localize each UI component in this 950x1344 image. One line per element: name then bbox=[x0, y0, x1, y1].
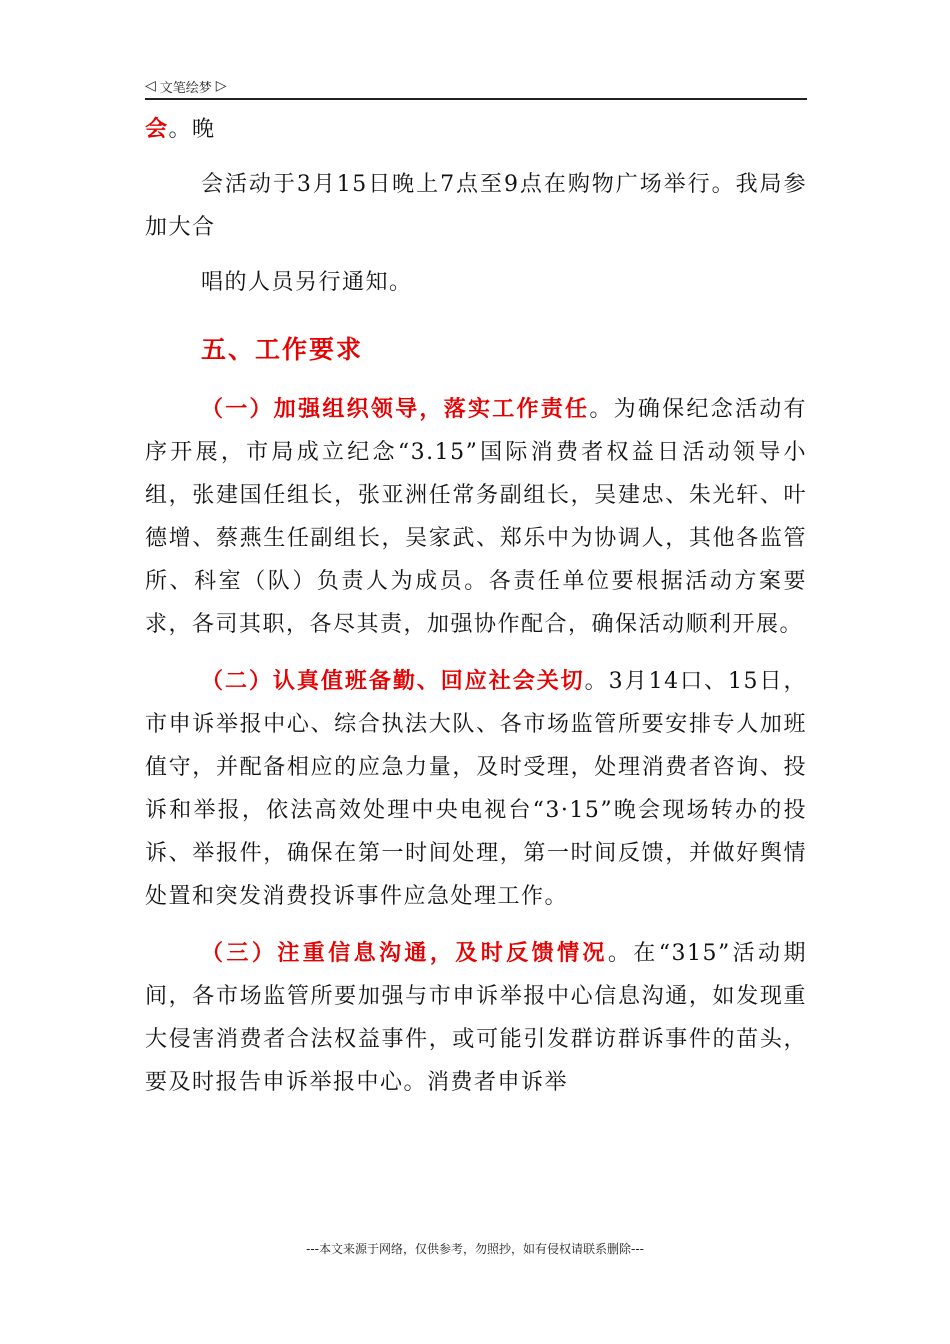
item-3-body: 。在“315”活动期间，各市场监管所要加强与市申诉举报中心信息沟通，如发现重大侵害消费者合法权益事件，或可能引发群访群诉事件的苗头，要及时报告申诉举报中心。消费者申诉举 bbox=[145, 941, 807, 1095]
item-2-body: 。3月14口、15日，市申诉举报中心、综合执法大队、各市场监管所要安排专人加班值守，并配备相应的应急力量，及时受理，处理消费者咨询、投诉和举报，依法高效处理中央电视台“3·15”晚会现场转办的投诉、举报件，确保在第一时间处理，第一时间反馈，并做好舆情处置和突发消费投诉事件应急处理工作。 bbox=[145, 669, 807, 909]
document-body bbox=[145, 108, 807, 1104]
header-title: 文笔绘梦 bbox=[159, 80, 212, 96]
item-3 bbox=[145, 932, 807, 1104]
item-1-body: 。为确保纪念活动有序开展，市局成立纪念“3.15”国际消费者权益日活动领导小组，张建国任组长，张亚洲任常务副组长，吴建忠、朱光轩、叶德增、蔡燕生任副组长，吴家武、郑乐中为协调人，其他各监管所、科室（队）负责人为成员。各责任单位要根据活动方案要求，各司其职，各尽其责，加强协作配合，确保活动顺利开展。 bbox=[145, 397, 807, 637]
section-heading: 五、工作要求 bbox=[201, 335, 364, 364]
item-2-title: （二）认真值班备勤、回应社会关切 bbox=[201, 668, 585, 694]
paragraph-3: 唱的人员另行通知。 bbox=[201, 270, 413, 295]
item-1 bbox=[145, 388, 807, 646]
triangle-right-icon: ▷ bbox=[215, 78, 227, 94]
paragraph-1 bbox=[145, 108, 807, 151]
red-fragment: 会 bbox=[145, 116, 169, 142]
document-header bbox=[145, 74, 807, 98]
item-2 bbox=[145, 660, 807, 918]
paragraph-2: 会活动于3月15日晚上7点至9点在购物广场举行。我局参加大合 bbox=[145, 172, 807, 240]
item-1-title: （一）加强组织领导，落实工作责任 bbox=[201, 396, 590, 422]
item-3-title: （三）注重信息沟通，及时反馈情况 bbox=[201, 940, 608, 966]
footer-notice: ---本文来源于网络，仅供参考，勿照抄，如有侵权请联系删除--- bbox=[306, 1242, 644, 1256]
paragraph-1-text: 。晚 bbox=[168, 117, 216, 142]
header-rule bbox=[145, 98, 807, 100]
triangle-left-icon: ◁ bbox=[145, 78, 156, 94]
